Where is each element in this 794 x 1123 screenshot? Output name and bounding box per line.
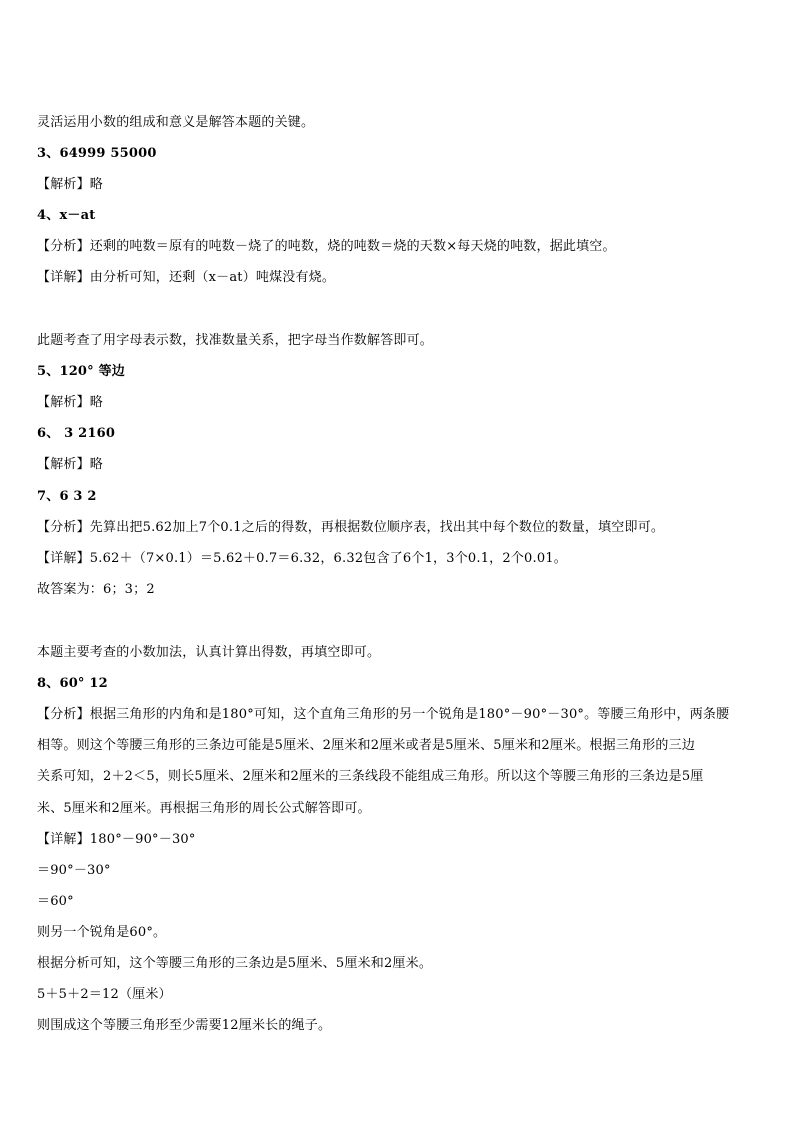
text-line: 则围成这个等腰三角形至少需要12厘米长的绳子。 [37,1018,332,1033]
text-line: 【详解】由分析可知，还剩（x－at）吨煤没有烧。 [37,270,336,285]
text-line: 本题主要考查的小数加法，认真计算出得数，再填空即可。 [37,645,381,660]
text-line: 【解析】略 [37,457,104,472]
text-line: 则另一个锐角是60°。 [37,925,167,940]
answer-line: 7、6 3 2 [37,489,97,504]
text-line: ＝90°－30° [37,863,111,878]
text-line: 米、5厘米和2厘米。再根据三角形的周长公式解答即可。 [37,801,371,816]
text-line: 【分析】根据三角形的内角和是180°可知，这个直角三角形的另一个锐角是180°－90°－30°。等腰三角形中，两条腰 [37,707,730,722]
text-line: 【分析】先算出把5.62加上7个0.1之后的得数，再根据数位顺序表，找出其中每个数位的数量，填空即可。 [37,520,665,535]
text-line: 根据分析可知，这个等腰三角形的三条边是5厘米、5厘米和2厘米。 [37,956,433,971]
text-line: 灵活运用小数的组成和意义是解答本题的关键。 [37,115,315,130]
text-line: 关系可知，2＋2＜5，则长5厘米、2厘米和2厘米的三条线段不能组成三角形。所以这个等腰三角形的三条边是5厘 [37,769,704,784]
text-line: 【解析】略 [37,395,104,410]
answer-line: 3、64999 55000 [37,146,157,161]
text-line: 【解析】略 [37,177,104,192]
answer-line: 4、x－at [37,208,96,223]
text-line: 5＋5＋2＝12（厘米） [37,987,172,1002]
answer-line: 6、 3 2160 [37,426,116,441]
text-line: 此题考查了用字母表示数，找准数量关系，把字母当作数解答即可。 [37,333,434,348]
answer-line: 5、120° 等边 [37,364,126,379]
text-line: ＝60° [37,894,74,909]
text-line: 【详解】5.62＋（7×0.1）＝5.62＋0.7＝6.32，6.32包含了6个1，3个0.1，2个0.01。 [37,551,567,566]
text-line: 【分析】还剩的吨数＝原有的吨数－烧了的吨数，烧的吨数＝烧的天数×每天烧的吨数，据此填空。 [37,239,616,254]
answer-line: 8、60° 12 [37,676,108,691]
text-line: 故答案为：6；3；2 [37,582,155,597]
text-line: 相等。则这个等腰三角形的三条边可能是5厘米、2厘米和2厘米或者是5厘米、5厘米和2厘米。根据三角形的三边 [37,738,696,753]
text-line: 【详解】180°－90°－30° [37,832,196,847]
